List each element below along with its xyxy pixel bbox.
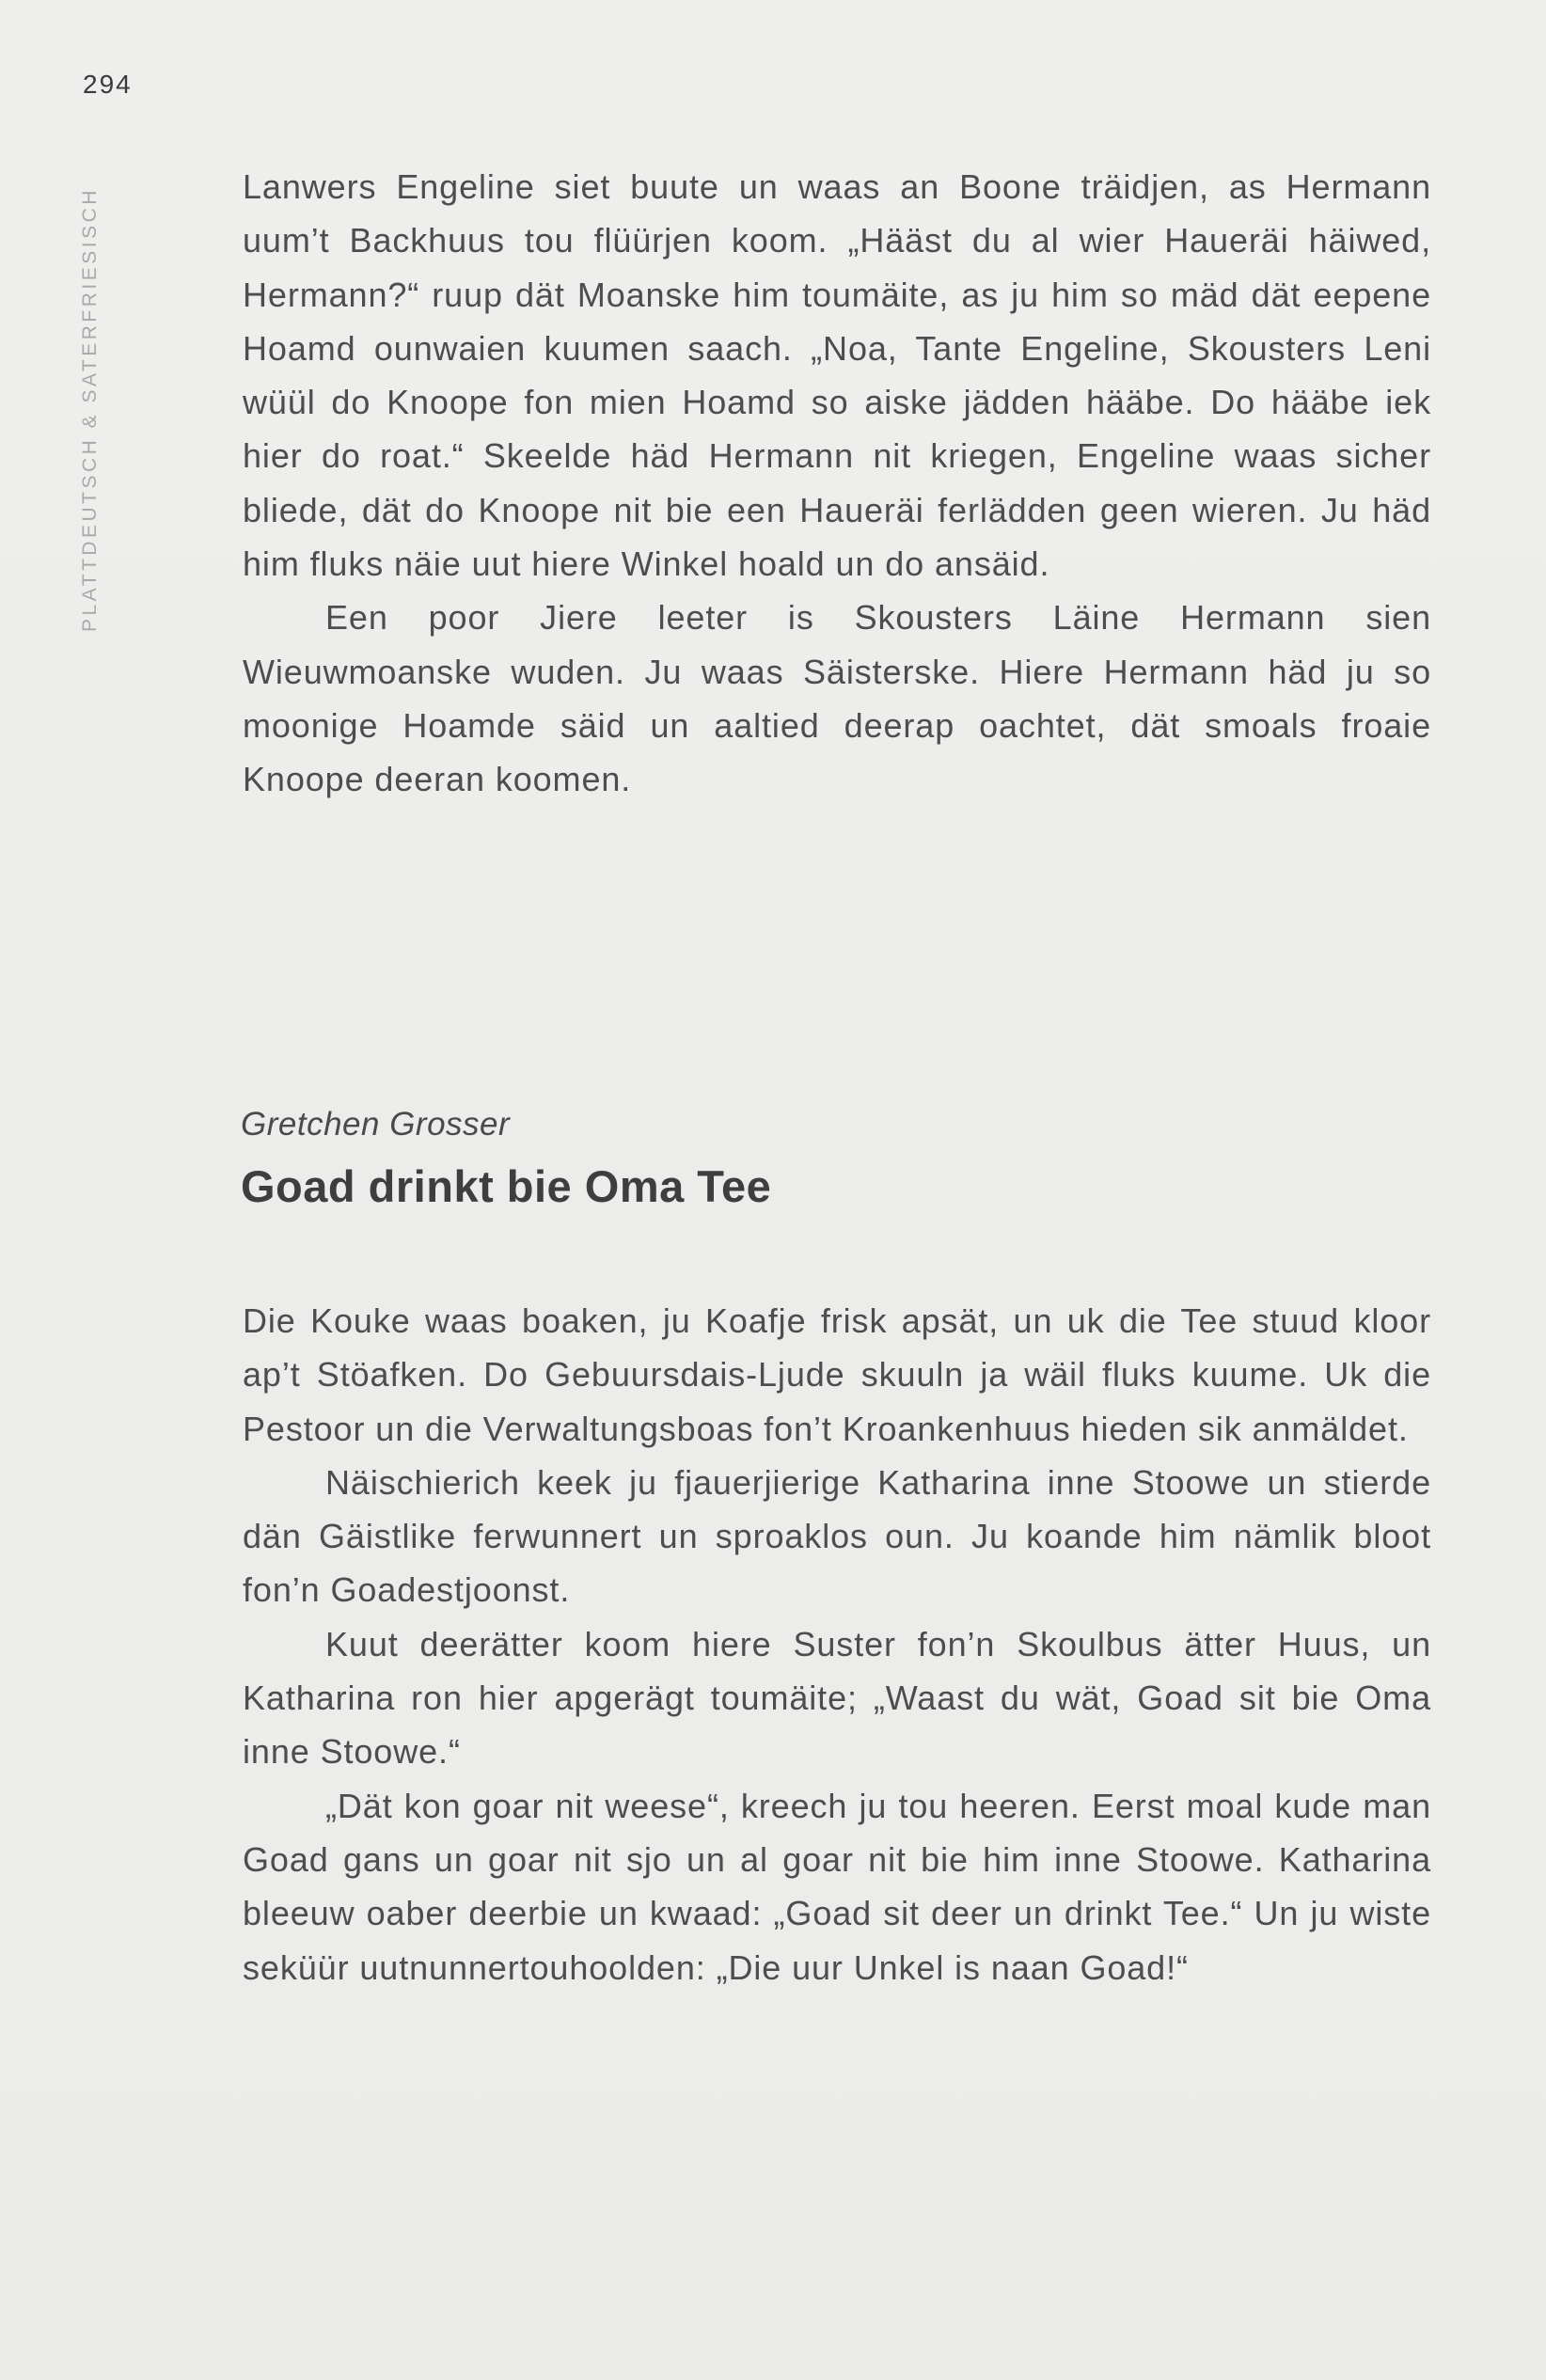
running-head: PLATTDEUTSCH & SATERFRIESISCH bbox=[79, 187, 101, 632]
story-2-text bbox=[243, 1294, 1431, 1994]
story-2-paragraph-1: Die Kouke waas boaken, ju Koafje frisk apsät, un uk die Tee stuud kloor ap’t Stöafken. Do Gebuursdais-Ljude skuuln ja wäil fluks kuume. Uk die Pestoor un die Verwaltungsboas fon’t Kroankenhuus hieden sik anmäldet. bbox=[243, 1301, 1431, 1448]
story-1-text bbox=[243, 160, 1431, 807]
story-2-paragraph-3: Kuut deerätter koom hiere Suster fon’n Skoulbus ätter Huus, un Katharina ron hier apgerägt toumäite; „Waast du wät, Goad sit bie Oma inne Stoowe.“ bbox=[243, 1624, 1431, 1772]
story-1-paragraph-1: Lanwers Engeline siet buute un waas an Boone träidjen, as Hermann uum’t Backhuus tou flüürjen koom. „Hääst du al wier Haueräi häiwed, Hermann?“ ruup dät Moanske him toumäite, as ju him so mäd dät eepene Hoamd ounwaien kuumen saach. „Noa, Tante Engeline, Skousters Leni wüül do Knoope fon mien Hoamd so aiske jädden hääbe. Do hääbe iek hier do roat.“ Skeelde häd Hermann nit kriegen, Engeline waas sicher bliede, dät do Knoope nit bie een Haueräi ferlädden geen wieren. Ju häd him fluks näie uut hiere Winkel hoald un do ansäid. bbox=[243, 167, 1431, 584]
story-1-paragraph-2: Een poor Jiere leeter is Skousters Läine Hermann sien Wieuwmoanske wuden. Ju waas Säisterske. Hiere Hermann häd ju so moonige Hoamde säid un aaltied deerap oachtet, dät smoals froaie Knoope deeran koomen. bbox=[243, 598, 1431, 799]
story-2-author: Gretchen Grosser bbox=[241, 1106, 511, 1143]
page-number: 294 bbox=[83, 70, 133, 99]
story-2-paragraph-2: Näischierich keek ju fjauerjierige Katharina inne Stoowe un stierde dän Gäistlike ferwunnert un sproaklos oun. Ju koande him nämlik bloot fon’n Goadestjoonst. bbox=[243, 1462, 1431, 1610]
story-2-title: Goad drinkt bie Oma Tee bbox=[241, 1161, 772, 1211]
story-2-paragraph-4: „Dät kon goar nit weese“, kreech ju tou heeren. Eerst moal kude man Goad gans un goar nit sjo un al goar nit bie him inne Stoowe. Katharina bleeuw oaber deerbie un kwaad: „Goad sit deer un drinkt Tee.“ Un ju wiste seküür uutnunnertouhoolden: „Die uur Unkel is naan Goad!“ bbox=[243, 1786, 1431, 1987]
